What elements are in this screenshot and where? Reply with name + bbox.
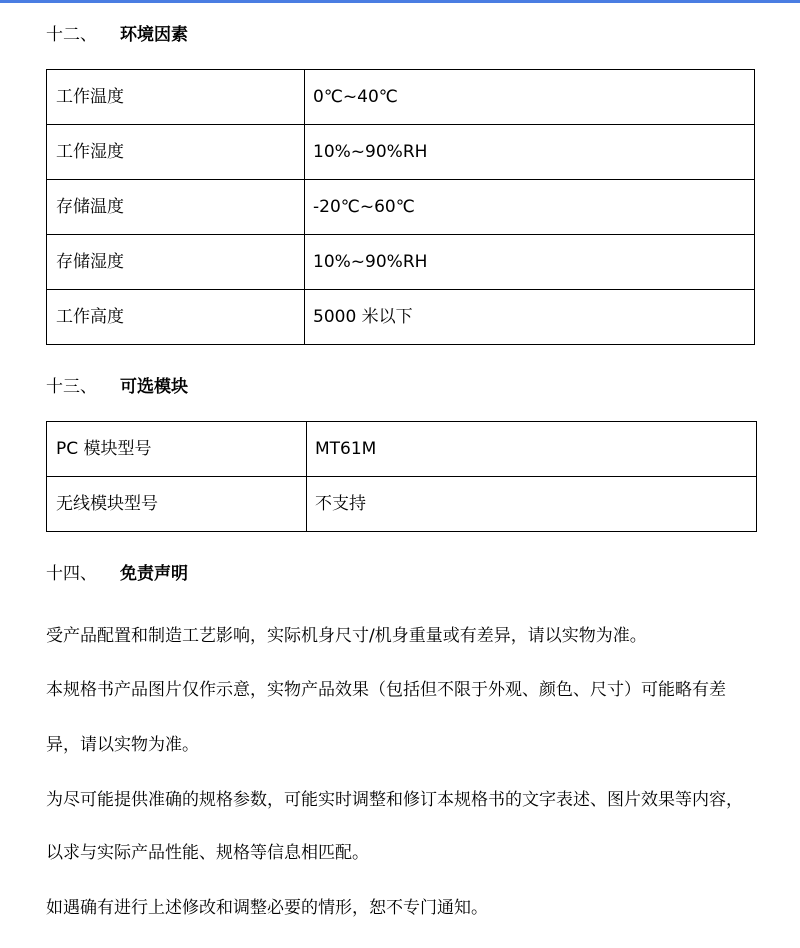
disclaimer-line: 本规格书产品图片仅作示意，实物产品效果（包括但不限于外观、颜色、尺寸）可能略有差 [46,680,726,700]
module-label: 无线模块型号 [47,477,307,532]
env-label: 存储温度 [47,180,305,235]
section-12-number: 十二、 [46,25,97,45]
env-value: 10%~90%RH [305,125,755,180]
table-row [47,70,755,125]
section-14-number: 十四、 [46,564,97,584]
top-accent-line [0,0,800,3]
table-row [47,422,757,477]
section-13-title: 可选模块 [120,377,188,397]
table-row [47,180,755,235]
disclaimer-line: 异，请以实物为准。 [46,735,199,755]
section-14-heading [46,562,188,586]
section-12-title: 环境因素 [120,25,188,45]
section-14-title: 免责声明 [120,564,188,584]
env-label: 存储湿度 [47,235,305,290]
environment-table [46,69,755,345]
env-label: 工作湿度 [47,125,305,180]
disclaimer-line: 如遇确有进行上述修改和调整必要的情形，恕不专门通知。 [46,898,488,918]
env-value: 5000 米以下 [305,290,755,345]
section-12-heading [46,23,188,47]
table-row [47,235,755,290]
table-row [47,290,755,345]
env-value: -20℃~60℃ [305,180,755,235]
section-13-heading [46,375,188,399]
env-value: 10%~90%RH [305,235,755,290]
module-label: PC 模块型号 [47,422,307,477]
env-value: 0℃~40℃ [305,70,755,125]
section-13-number: 十三、 [46,377,97,397]
table-row [47,477,757,532]
disclaimer-line: 受产品配置和制造工艺影响，实际机身尺寸/机身重量或有差异，请以实物为准。 [46,626,647,646]
disclaimer-line: 为尽可能提供准确的规格参数，可能实时调整和修订本规格书的文字表述、图片效果等内容， [46,790,743,810]
module-table [46,421,757,532]
module-value: MT61M [307,422,757,477]
module-value: 不支持 [307,477,757,532]
disclaimer-line: 以求与实际产品性能、规格等信息相匹配。 [46,843,369,863]
env-label: 工作温度 [47,70,305,125]
table-row [47,125,755,180]
env-label: 工作高度 [47,290,305,345]
